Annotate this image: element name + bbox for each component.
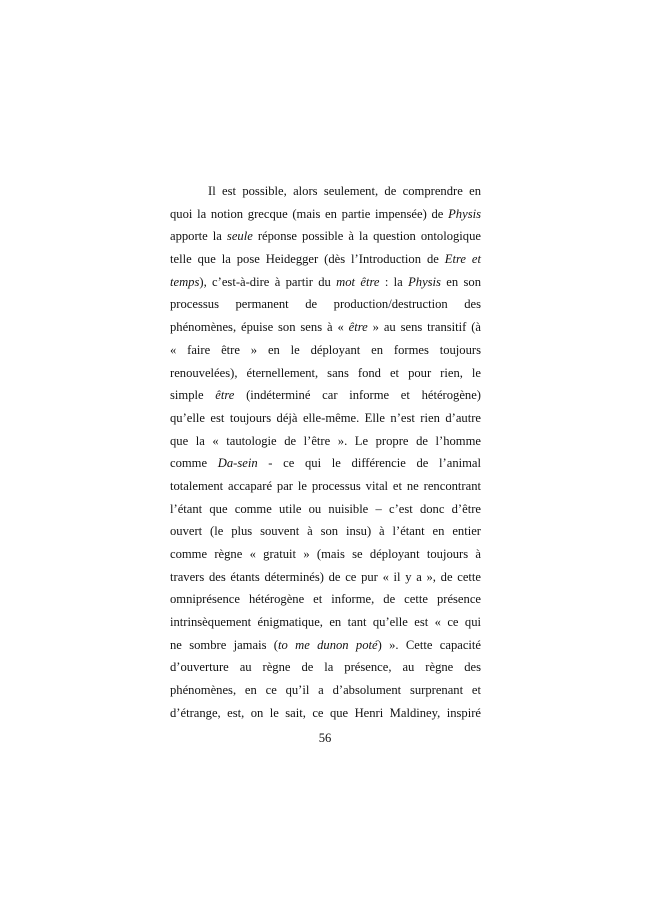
text-run: en son	[440, 274, 482, 289]
text-line	[170, 430, 481, 453]
italic-text: Etre et	[444, 252, 482, 267]
italic-text: temps	[170, 274, 200, 289]
text-run: comme	[170, 456, 218, 471]
text-run: d’étrange, est, on le sait, ce que Henri Maldiney, inspiré	[170, 705, 481, 720]
text-run: comme règne « gratuit » (mais se déployant toujours à	[170, 547, 481, 561]
italic-text: Physis	[408, 274, 441, 289]
text-run: phénomènes, en ce qu’il a d’absolument surprenant et	[170, 683, 481, 698]
italic-text: mot être	[336, 274, 380, 289]
text-line	[170, 498, 481, 521]
text-run: qu’elle est toujours déjà elle-même. Elle n’est rien d’autre	[170, 410, 481, 425]
text-run: telle que la pose Heidegger (dès l’Introduction de	[170, 252, 445, 267]
italic-text: to me dunon poté	[277, 637, 378, 652]
text-run: réponse possible à la question ontologique	[252, 229, 481, 244]
text-run: » au sens transitif (à	[367, 320, 481, 335]
text-run: l’étant que comme utile ou nuisible – c’est donc d’être	[170, 501, 481, 516]
italic-text: seule	[226, 229, 253, 244]
text-line	[170, 656, 481, 679]
text-run: : la	[379, 274, 409, 289]
text-line	[170, 362, 481, 385]
text-run: processus permanent de production/destruction des	[170, 297, 481, 312]
body-paragraph	[170, 180, 481, 725]
text-line	[170, 520, 481, 543]
text-line	[170, 248, 481, 271]
text-line	[170, 475, 481, 498]
text-line	[170, 611, 481, 634]
italic-text: Physis	[448, 206, 481, 221]
text-run: simple	[170, 388, 216, 403]
text-run: phénomènes, épuise son sens à «	[170, 320, 349, 335]
text-line	[170, 225, 481, 248]
text-run: ) ». Cette capacité	[377, 637, 482, 652]
text-line	[170, 634, 481, 657]
text-line	[170, 679, 481, 702]
text-line	[170, 384, 481, 407]
text-line	[170, 180, 481, 203]
text-run: quoi la notion grecque (mais en partie impensée) de	[170, 206, 449, 221]
text-run: que la « tautologie de l’être ». Le propre de l’homme	[170, 433, 481, 448]
text-run: Il est possible, alors seulement, de comprendre en	[208, 184, 481, 198]
text-line	[170, 588, 481, 611]
text-run: apporte la	[170, 229, 227, 244]
text-line	[170, 316, 481, 339]
text-line	[170, 452, 481, 475]
text-run: omniprésence hétérogène et informe, de cette présence	[170, 592, 481, 607]
text-run: ), c’est-à-dire à partir du	[199, 274, 337, 289]
text-line	[170, 702, 481, 725]
text-run: (indéterminé car informe et hétérogène)	[234, 388, 481, 403]
italic-text: Da-sein	[217, 456, 258, 471]
text-line	[170, 203, 481, 226]
text-run: « faire être » en le déployant en formes toujours	[170, 342, 481, 357]
text-line	[170, 339, 481, 362]
italic-text: être	[215, 388, 235, 403]
text-line	[170, 566, 481, 589]
italic-text: être	[348, 320, 368, 335]
text-line	[170, 293, 481, 316]
page-number: 56	[318, 731, 332, 745]
text-line	[170, 271, 481, 294]
text-line	[170, 543, 481, 566]
text-run: - ce qui le différencie de l’animal	[257, 456, 482, 471]
text-run: totalement accaparé par le processus vital et ne rencontrant	[170, 478, 481, 493]
text-run: intrinsèquement énigmatique, en tant qu’elle est « ce qui	[170, 615, 481, 630]
text-run: ouvert (le plus souvent à son insu) à l’étant en entier	[170, 524, 481, 539]
text-line	[170, 407, 481, 430]
text-run: d’ouverture au règne de la présence, au règne des	[170, 660, 481, 675]
text-run: ne sombre jamais (	[170, 637, 278, 652]
text-run: renouvelées), éternellement, sans fond et pour rien, le	[170, 365, 481, 380]
text-run: travers des étants déterminés) de ce pur « il y a », de cette	[170, 569, 481, 584]
